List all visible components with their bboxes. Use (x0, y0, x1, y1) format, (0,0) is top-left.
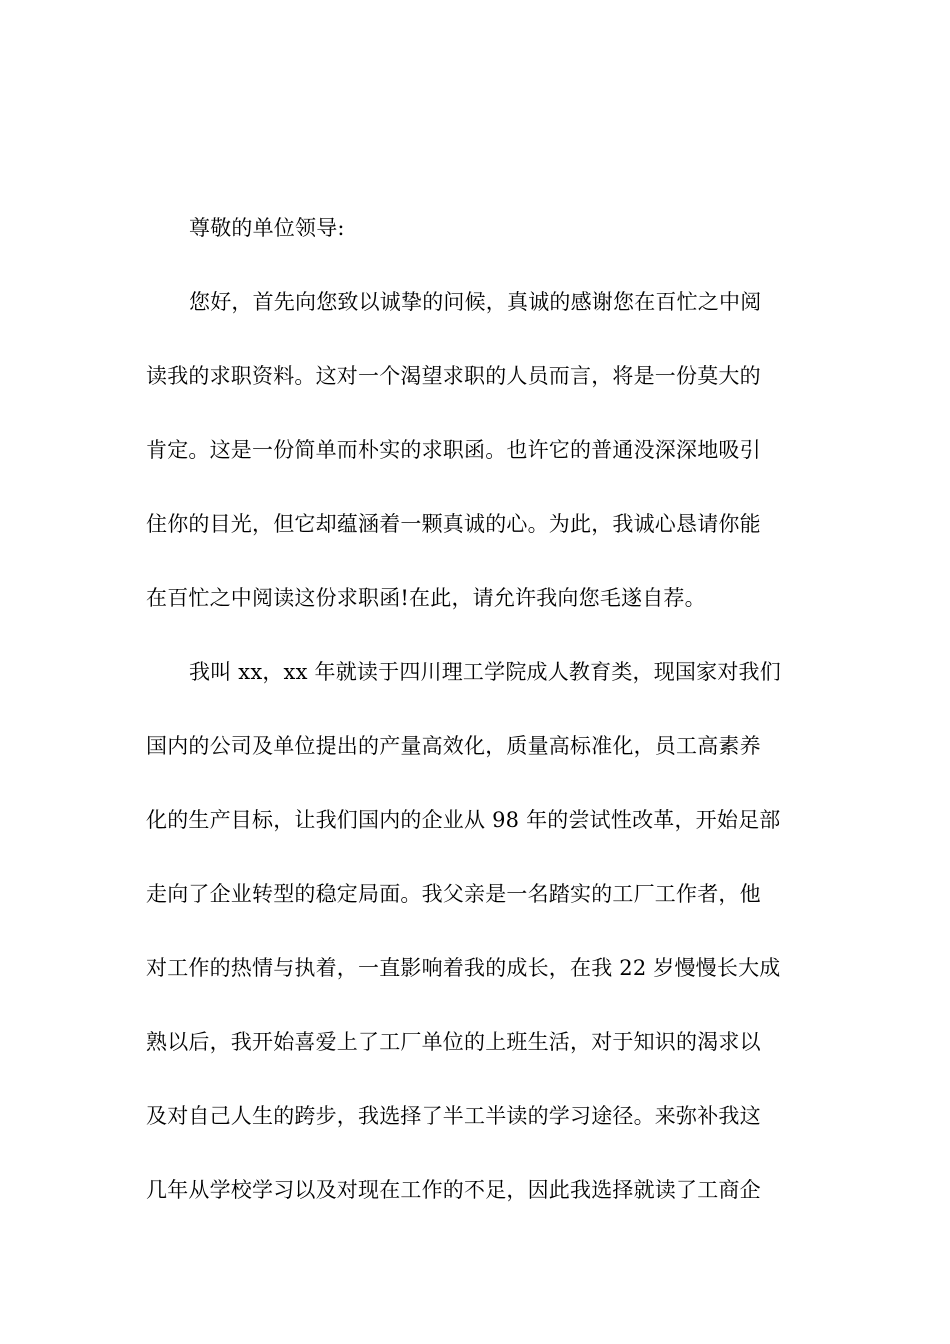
body-line-9: 走向了企业转型的稳定局面。我父亲是一名踏实的工厂工作者，他 (146, 882, 761, 906)
body-line-8: 化的生产目标，让我们国内的企业从 98 年的尝试性改革，开始足部 (146, 808, 781, 832)
body-line-6: 我叫 xx，xx 年就读于四川理工学院成人教育类，现国家对我们 (189, 660, 781, 684)
body-line-13: 几年从学校学习以及对现在工作的不足，因此我选择就读了工商企 (146, 1178, 761, 1202)
body-line-4: 住你的目光，但它却蕴涵着一颗真诚的心。为此，我诚心恳请你能 (146, 512, 761, 536)
body-line-5: 在百忙之中阅读这份求职函!在此，请允许我向您毛遂自荐。 (146, 586, 706, 610)
body-line-1: 您好，首先向您致以诚挚的问候，真诚的感谢您在百忙之中阅 (189, 290, 762, 314)
body-line-7: 国内的公司及单位提出的产量高效化，质量高标准化，员工高素养 (146, 734, 761, 758)
body-line-2: 读我的求职资料。这对一个渴望求职的人员而言，将是一份莫大的 (146, 364, 761, 388)
body-line-11: 熟以后，我开始喜爱上了工厂单位的上班生活，对于知识的渴求以 (146, 1030, 761, 1054)
body-line-12: 及对自己人生的跨步，我选择了半工半读的学习途径。来弥补我这 (146, 1104, 761, 1128)
body-line-10: 对工作的热情与执着，一直影响着我的成长，在我 22 岁慢慢长大成 (146, 956, 781, 980)
salutation-line: 尊敬的单位领导: (189, 216, 345, 240)
body-line-3: 肯定。这是一份简单而朴实的求职函。也许它的普通没深深地吸引 (146, 438, 761, 462)
